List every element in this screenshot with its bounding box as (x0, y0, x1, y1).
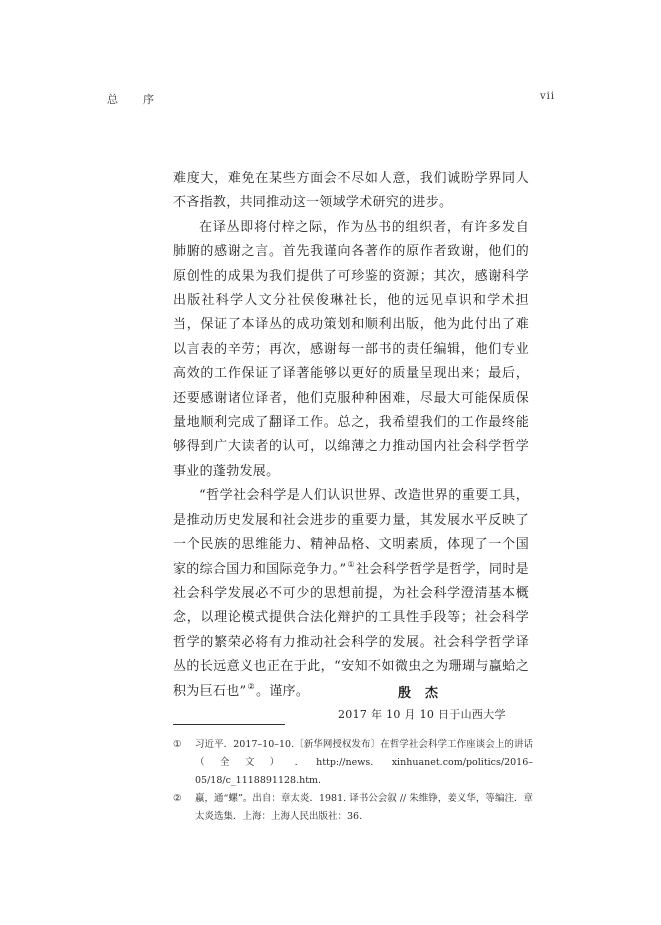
paragraph-2: 在译丛即将付梓之际，作为丛书的组织者，有许多发自肺腑的感谢之言。首先我谨向各著作的原作者致谢，他们的原创性的成果为我们提供了可珍鉴的资源；其次，感谢科学出版社科学人文分社侯俊琳社长，他的远见卓识和学术担当，保证了本译丛的成功策划和顺利出版，他为此付出了难以言表的辛劳；再次，感谢每一部书的责任编辑，他们专业高效的工作保证了译著能够以更好的质量呈现出来；最后，还要感谢诸位译者，他们克服种种困难，尽最大可能保质保量地顺利完成了翻译工作。总之，我希望我们的工作最终能够得到广大读者的认可，以绵薄之力推动国内社会科学哲学事业的蓬勃发展。 (173, 219, 529, 479)
signature-date: 2017 年 10 月 10 日于山西大学 (338, 708, 506, 721)
footnote-2 (173, 790, 533, 826)
footnote-1 (173, 736, 533, 790)
author-signature: 殷杰 (398, 686, 453, 701)
footnote-1-mark: ① (173, 739, 182, 750)
paragraph-3 (173, 484, 529, 704)
footnote-2-text: 蠃，通“螺”。出自：章太炎．1981. 译书公会叙 // 朱维铮，姜义华，等编注．章太炎选集．上海：上海人民出版社：36. (195, 793, 533, 822)
page-number: vii (540, 91, 556, 102)
footnote-ref-2: ② (247, 681, 255, 691)
footnote-2-mark: ② (173, 793, 182, 804)
paragraph-3-quote: “哲学社会科学是人们认识世界、改造世界的重要工具，是推动历史发展和社会进步的重要力量，其发展水平反映了一个民族的思维能力、精神品格、文明素质，体现了一个国家的综合国力和国际竞争力。” (173, 488, 529, 577)
footnote-ref-1: ① (347, 559, 355, 569)
body-text (173, 167, 529, 704)
footnote-divider (173, 724, 285, 725)
footnote-1-text: 习近平．2017–10–10.〔新华网授权发布〕在哲学社会科学工作座谈会上的讲话（全文）. http://news. xinhuanet.com/politics/2016–05/18/c_1118891128.htm. (195, 739, 533, 786)
paragraph-3-body: 社会科学哲学是哲学，同时是社会科学发展必不可少的思想前提，为社会科学澄清基本概念，以理论模式提供合法化辩护的工具性手段等；社会科学哲学的繁荣必将有力推动社会科学的发展。社会科学哲学译丛的长远意义也正在于此，“安知不如微虫之为珊瑚与蠃蛤之积为巨石也” (173, 561, 529, 699)
paragraph-1: 难度大，难免在某些方面会不尽如人意，我们诚盼学界同人不吝指教，共同推动这一领域学术研究的进步。 (173, 171, 529, 211)
running-header-title: 总序 (107, 93, 179, 106)
footnotes (173, 736, 533, 826)
paragraph-3-closing: 。谨序。 (255, 683, 310, 699)
